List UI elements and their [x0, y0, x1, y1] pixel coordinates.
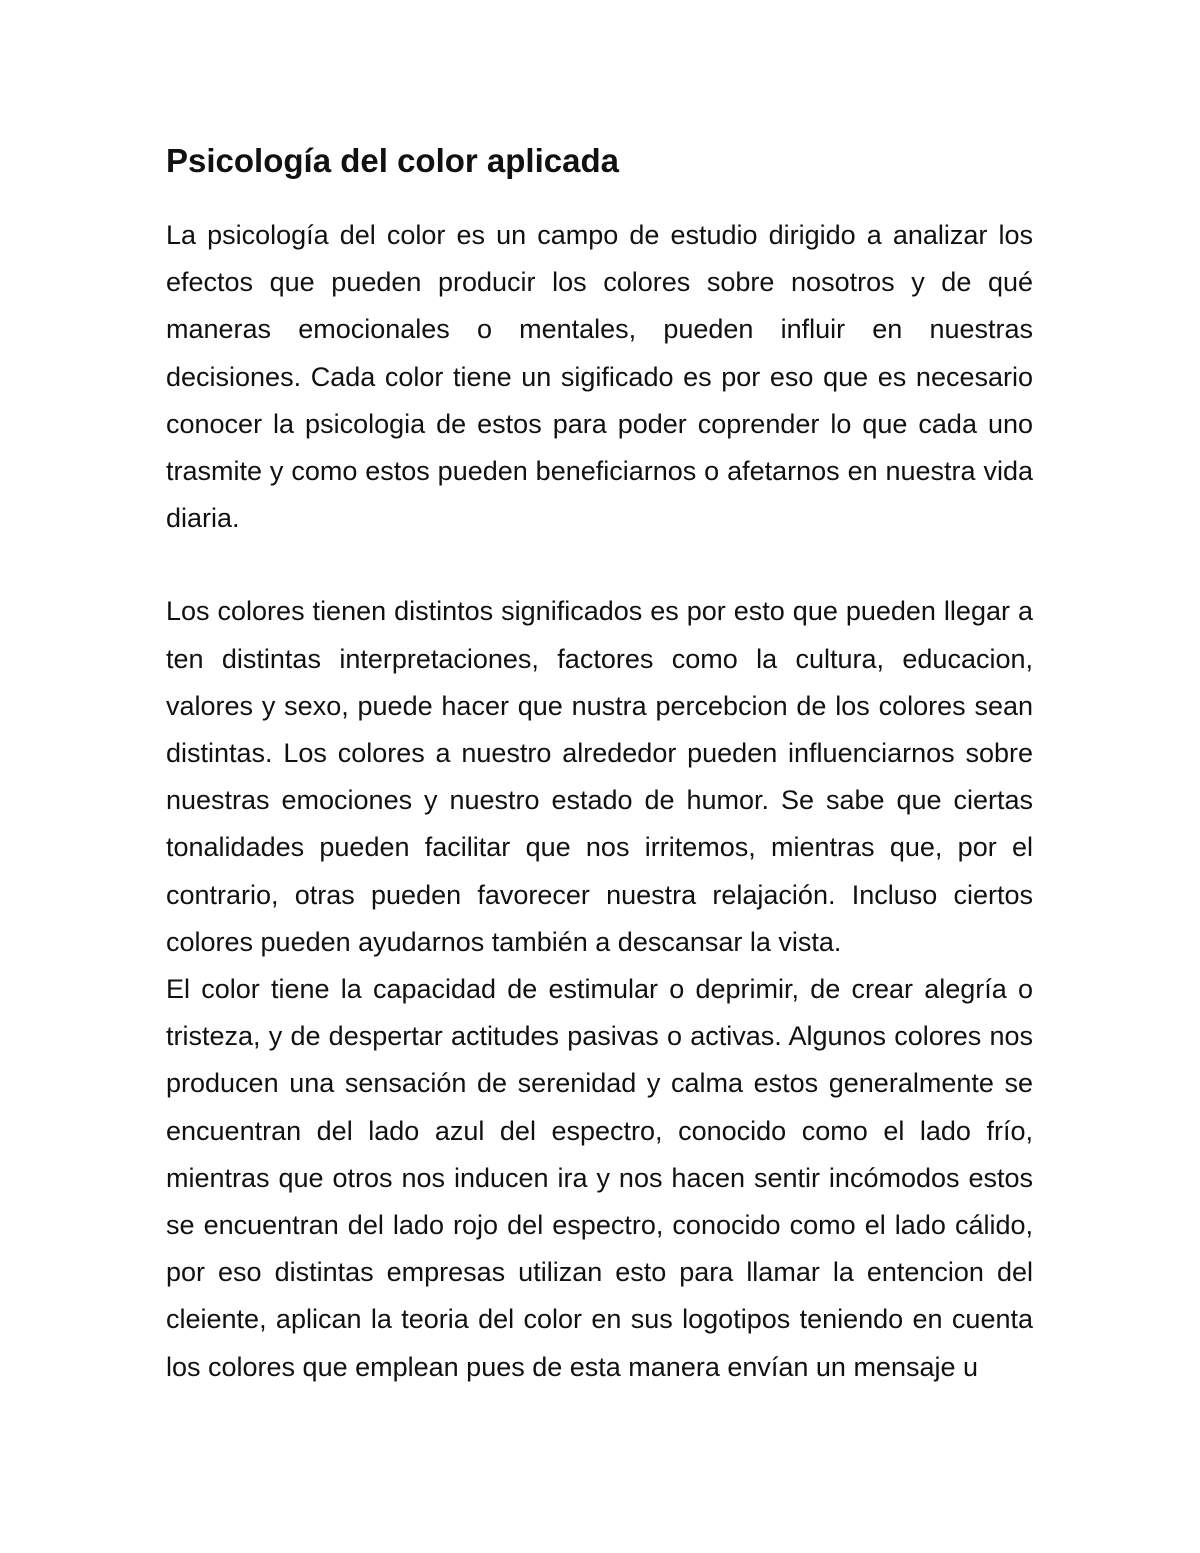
paragraph-2: Los colores tienen distintos significados es por esto que pueden llegar a ten distintas interpretaciones, factores como la cultura, educacion, valores y sexo, puede hacer que nustra percebcion de los colores sean distintas. Los colores a nuestro alrededor pueden influenciarnos sobre nuestras emociones y nuestro estado de humor. Se sabe que ciertas tonalidades pueden facilitar que nos irritemos, mientras que, por el contrario, otras pueden favorecer nuestra relajación. Incluso ciertos colores pueden ayudarnos también a descansar la vista. [166, 596, 1033, 957]
document-body [166, 142, 1033, 1391]
paragraph-3: El color tiene la capacidad de estimular o deprimir, de crear alegría o tristeza, y de despertar actitudes pasivas o activas. Algunos colores nos producen una sensación de serenidad y calma estos generalmente se encuentran del lado azul del espectro, conocido como el lado frío, mientras que otros nos inducen ira y nos hacen sentir incómodos estos se encuentran del lado rojo del espectro, conocido como el lado cálido, por eso distintas empresas utilizan esto para llamar la entencion del cleiente, aplican la teoria del color en sus logotipos teniendo en cuenta los colores que emplean pues de esta manera envían un mensaje u [166, 974, 1033, 1382]
paragraph-1: La psicología del color es un campo de estudio dirigido a analizar los efectos que pueden producir los colores sobre nosotros y de qué maneras emocionales o mentales, pueden influir en nuestras decisiones. Cada color tiene un sigificado es por eso que es necesario conocer la psicologia de estos para poder coprender lo que cada uno trasmite y como estos pueden beneficiarnos o afetarnos en nuestra vida diaria. [166, 220, 1033, 534]
document-title: Psicología del color aplicada [166, 142, 619, 179]
